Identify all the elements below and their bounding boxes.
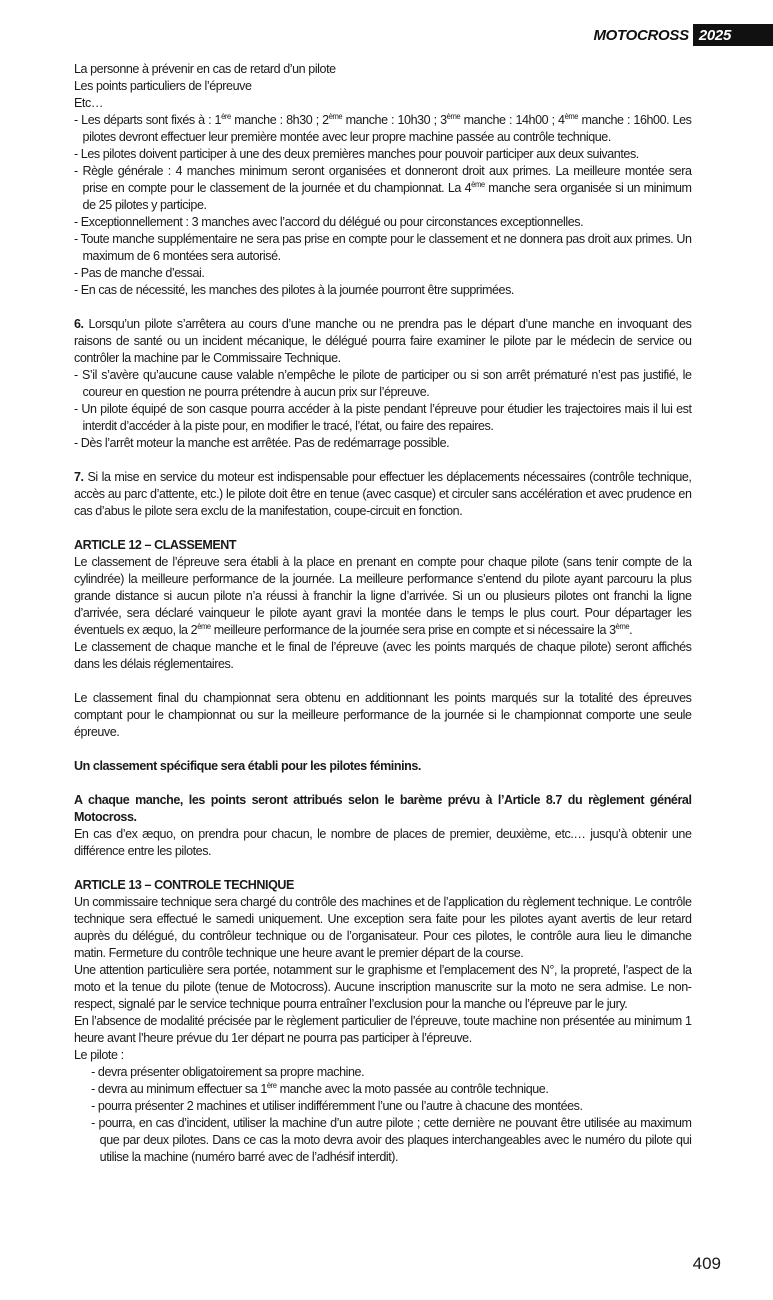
article-12-para: Le classement de l’épreuve sera établi à la place en prenant en compte pour chaque pilote (sans tenir compte de la cylindrée) la meilleure performance de la journée. La meilleure performance s’entend du pilote ayant parcouru la plus grande distance si aucun pilote n’a réussi à franchir la ligne d’arrivée. Si un ou plusieurs pilotes ont franchi la ligne d’arrivée, sera déclaré vainqueur le pilote ayant gravi la montée dans le temps le plus court. Pour départager les éventuels ex æquo, la 2ème meilleure performance de la journée sera prise en compte et si nécessaire la 3ème.	[74, 554, 692, 637]
intro-line: Les points particuliers de l’épreuve	[74, 78, 252, 93]
article-13-para: Une attention particulière sera portée, notamment sur le graphisme et l’emplacement des N°, la propreté, l’aspect de la moto et la tenue du pilote (tenue de Motocross). Aucune inscription manuscrite sur la moto ne sera admise. Le non-respect, signalé par le service technique pourra entraîner l’exclusion pour la manche ou l’épreuve par le jury.	[74, 962, 692, 1011]
section-6: 6. Lorsqu’un pilote s’arrêtera au cours d’une manche ou ne prendra pas le départ d’une manche en invoquant des raisons de santé ou un incident mécanique, le délégué pourra faire examiner le pilote par le médecin de service ou contrôler la machine par le Commissaire Technique.	[74, 316, 692, 365]
intro-line: La personne à prévenir en cas de retard d’un pilote	[74, 61, 336, 76]
bullet-participation: - Les pilotes doivent participer à une des deux premières manches pour pouvoir participer aux deux suivantes.	[74, 146, 639, 161]
intro-line: Etc…	[74, 95, 103, 110]
bullet-supplementaire: - Toute manche supplémentaire ne sera pas prise en compte pour le classement et ne donnera pas droit aux primes. Un maximum de 6 montées sera autorisé.	[74, 231, 692, 263]
article-12-para: En cas d’ex æquo, on prendra pour chacun, le nombre de places de premier, deuxième, etc.… jusqu’à obtenir une différence entre les pilotes.	[74, 826, 692, 858]
bullet-necessite: - En cas de nécessité, les manches des pilotes à la journée pourront être supprimées.	[74, 282, 514, 297]
article-12-title: ARTICLE 12 – CLASSEMENT	[74, 537, 237, 552]
running-header	[593, 24, 773, 46]
bullet-exception: - Exceptionnellement : 3 manches avec l’accord du délégué ou pour circonstances exceptionnelles.	[74, 214, 584, 229]
bullet-s6-2: - Un pilote équipé de son casque pourra accéder à la piste pendant l’épreuve pour étudier les trajectoires mais il lui est interdit d’accéder à la piste pour, en modifier le tracé, l’état, ou faire des repaires.	[74, 401, 692, 433]
page-number: 409	[692, 1254, 721, 1273]
article-12-para: Le classement final du championnat sera obtenu en additionnant les points marqués sur la totalité des épreuves comptant pour le championnat ou sur la meilleure performance de la journée si le championnat comporte une seule épreuve.	[74, 690, 692, 739]
header-title: MOTOCROSS	[593, 26, 689, 44]
article-12-para: Le classement de chaque manche et le final de l’épreuve (avec les points marqués de chaque pilote) seront affichés dans les délais réglementaires.	[74, 639, 692, 671]
article-12-bold: A chaque manche, les points seront attribués selon le barème prévu à l’Article 8.7 du règlement général Motocross.	[74, 792, 692, 824]
bullet-departs: - Les départs sont fixés à : 1ère manche : 8h30 ; 2ème manche : 10h30 ; 3ème manche : 14h00 ; 4ème manche : 16h00. Les pilotes devront effectuer leur première montée avec leur propre machine passée au contrôle technique.	[74, 112, 692, 144]
bullet-pilote-2: - devra au minimum effectuer sa 1ère manche avec la moto passée au contrôle technique.	[91, 1081, 549, 1096]
header-year: 2025	[693, 24, 773, 46]
bullet-regle-generale: - Règle générale : 4 manches minimum seront organisées et donneront droit aux primes. La meilleure montée sera prise en compte pour le classement de la journée et du championnat. La 4ème manche sera organisée si un minimum de 25 pilotes y participe.	[74, 163, 692, 212]
document-body	[74, 60, 692, 1165]
bullet-pilote-4: - pourra, en cas d’incident, utiliser la machine d’un autre pilote ; cette dernière ne pouvant être utilisée au maximum que par deux pilotes. Dans ce cas la moto devra avoir des plaques interchangeables avec le numéro du pilote qui utilise la machine (numéro barré avec de l’adhésif interdit).	[91, 1115, 692, 1164]
bullet-pilote-3: - pourra présenter 2 machines et utiliser indifféremment l’une ou l’autre à chacune des montées.	[91, 1098, 583, 1113]
article-13-para: En l’absence de modalité précisée par le règlement particulier de l’épreuve, toute machine non présentée au minimum 1 heure avant l’heure prévue du 1er départ ne pourra pas participer à l’épreuve.	[74, 1013, 692, 1045]
article-13-para: Le pilote :	[74, 1047, 124, 1062]
bullet-essai: - Pas de manche d’essai.	[74, 265, 205, 280]
section-7: 7. Si la mise en service du moteur est indispensable pour effectuer les déplacements nécessaires (contrôle technique, accès au parc d’attente, etc.) le pilote doit être en tenue (avec casque) et circuler sans accélération et avec prudence en cas d’abus le pilote sera exclu de la manifestation, coupe-circuit en fonction.	[74, 469, 692, 518]
article-13-para: Un commissaire technique sera chargé du contrôle des machines et de l’application du règlement technique. Le contrôle technique sera effectué le samedi uniquement. Une exception sera faite pour les pilotes ayant avertis de leur retard auprès du délégué, du contrôleur technique ou de l’organisateur. Pour ces pilotes, le contrôle aura lieu le dimanche matin. Fermeture du contrôle technique une heure avant le premier départ de la course.	[74, 894, 692, 960]
bullet-s6-1: - S’il s’avère qu’aucune cause valable n’empêche le pilote de participer ou si son arrêt prématuré n’est pas justifié, le coureur en question ne pourra prétendre à aucun prix sur l’épreuve.	[74, 367, 692, 399]
article-13-title: ARTICLE 13 – CONTROLE TECHNIQUE	[74, 877, 294, 892]
bullet-pilote-1: - devra présenter obligatoirement sa propre machine.	[91, 1064, 365, 1079]
bullet-s6-3: - Dès l’arrêt moteur la manche est arrêtée. Pas de redémarrage possible.	[74, 435, 450, 450]
article-12-bold: Un classement spécifique sera établi pour les pilotes féminins.	[74, 758, 421, 773]
